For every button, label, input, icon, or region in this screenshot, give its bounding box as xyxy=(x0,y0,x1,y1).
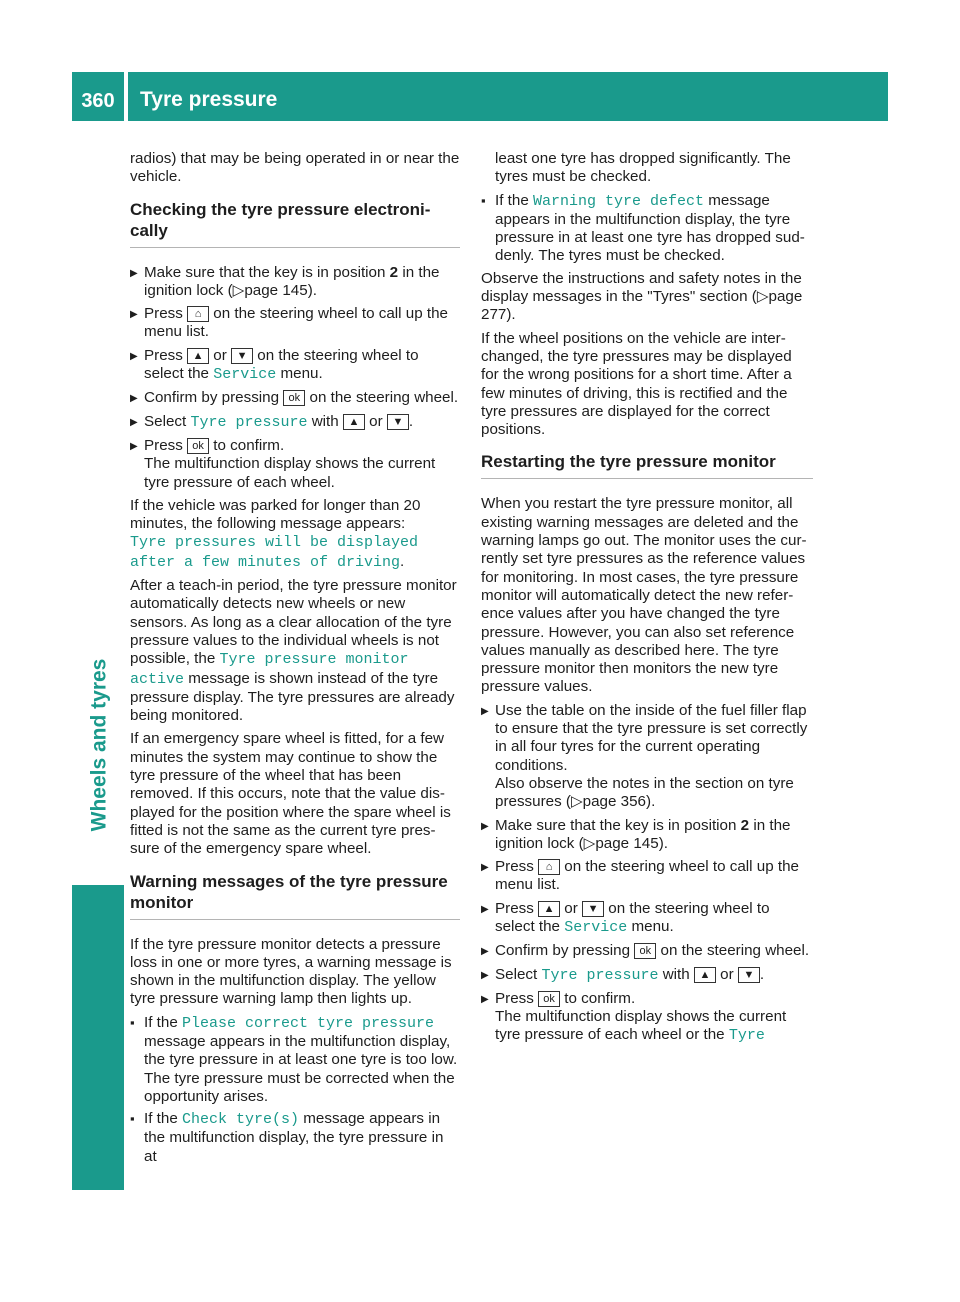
step-press-home-2: ▶ Press ⌂ on the steering wheel to call up the menu list. xyxy=(481,858,813,895)
ok-key-icon: ok xyxy=(187,438,209,454)
page-ref-arrow-icon: ▷ xyxy=(583,834,596,852)
page-ref-145[interactable]: page 145 xyxy=(595,834,659,852)
bullet-tyre-defect: ▪ If the Warning tyre defect message appears in the multifunction display, the tyre pressure in at least one tyre has dropped suddenly. The tyres must be checked. xyxy=(481,192,813,266)
page-ref-arrow-icon: ▷ xyxy=(570,793,583,811)
step-select-service-2: ▶ Press ▲ or ▼ on the steering wheel to select the Service menu. xyxy=(481,900,813,938)
display-message-tyre-pressure: Tyre pressure xyxy=(190,413,308,431)
ok-key-icon: ok xyxy=(283,390,305,406)
heading-warning-messages: Warning messages of the tyre pressure monitor xyxy=(130,871,460,920)
down-key-icon: ▼ xyxy=(387,414,409,430)
step-confirm-ok: ▶ Confirm by pressing ok on the steering wheel. xyxy=(130,389,460,407)
page-ref-arrow-icon: ▷ xyxy=(232,281,245,299)
step-select-service: ▶ Press ▲ or ▼ on the steering wheel to select the Service menu. xyxy=(130,347,460,385)
sidebar-section-text: Wheels and tyres xyxy=(87,658,111,832)
page-ref-356[interactable]: page 356 xyxy=(582,793,647,811)
page-number: 360 xyxy=(81,90,115,112)
header-divider xyxy=(124,72,128,121)
heading-restarting-monitor: Restarting the tyre pressure monitor xyxy=(481,451,813,479)
step-press-confirm: ▶ Press ok to confirm. The multifunction display shows the current tyre pressure of each wheel. xyxy=(130,437,460,492)
step-press-confirm-2: ▶ Press ok to confirm. The multifunction display shows the current tyre pressure of each wheel or the Tyre xyxy=(481,990,813,1046)
up-key-icon: ▲ xyxy=(343,414,365,430)
bullet-check-tyres: ▪ If the Check tyre(s) message appears in the multifunction display, the tyre pressure in at xyxy=(130,1110,460,1166)
warning-paragraph: If the tyre pressure monitor detects a pressure loss in one or more tyres, a warning message is shown in the multifunction display. The yellow tyre pressure warning lamp then lights up. xyxy=(130,935,452,1008)
display-message-tyre: Tyre xyxy=(728,1027,765,1045)
home-key-icon: ⌂ xyxy=(538,859,560,875)
step-select-tyre-pressure-2: ▶ Select Tyre pressure with ▲ or ▼ . xyxy=(481,966,813,985)
up-key-icon: ▲ xyxy=(187,348,209,364)
left-column xyxy=(130,150,460,1170)
sidebar-marker xyxy=(72,885,124,1190)
down-key-icon: ▼ xyxy=(231,348,253,364)
down-key-icon: ▼ xyxy=(738,967,760,983)
step-select-tyre-pressure: ▶ Select Tyre pressure with ▲ or ▼ . xyxy=(130,413,460,432)
display-message-service: Service xyxy=(213,366,277,384)
down-key-icon: ▼ xyxy=(582,901,604,917)
display-message-monitor-active: Tyre pressure monitor active xyxy=(130,651,409,688)
continued-paragraph: least one tyre has dropped significantly. The tyres must be checked. xyxy=(495,150,791,186)
display-message-pressures-displayed: Tyre pressures will be displayed after a few minutes of driving xyxy=(130,534,419,571)
page-ref-arrow-icon: ▷ xyxy=(756,288,769,306)
step-fuel-filler-table: ▶ Use the table on the inside of the fuel filler flap to ensure that the tyre pressure is set correctly in all four tyres for the current operating conditions. Also observe the notes in the section on tyre pressures (▷page 356). xyxy=(481,702,813,812)
display-message-correct-pressure: Please correct tyre pressure xyxy=(182,1014,435,1032)
teach-in-paragraph: After a teach-in period, the tyre pressure monitor automatically detects new wheels or new sensors. As long as a clear allocation of the tyre pressure values to the individual wheels is not possible, the Tyre pressure monitor active message is shown instead of the tyre pressure display. The tyre pressures are already being monitored. xyxy=(130,577,457,725)
step-key-position: ▶ Make sure that the key is in position 2 in the ignition lock (▷page 145). xyxy=(130,264,460,301)
display-message-check-tyres: Check tyre(s) xyxy=(182,1111,300,1129)
sidebar-section-label xyxy=(84,620,114,870)
spare-wheel-paragraph: If an emergency spare wheel is fitted, for a few minutes the system may continue to show the tyre pressure of the wheel that has been removed. If this occurs, note that the value displayed for the position where the spare wheel is fitted is not the same as the current tyre pressure of the emergency spare wheel. xyxy=(130,730,451,858)
step-press-home: ▶ Press ⌂ on the steering wheel to call up the menu list. xyxy=(130,305,460,342)
step-confirm-ok-2: ▶ Confirm by pressing ok on the steering wheel. xyxy=(481,942,813,960)
home-key-icon: ⌂ xyxy=(187,306,209,322)
up-key-icon: ▲ xyxy=(694,967,716,983)
page-title: Tyre pressure xyxy=(140,88,278,111)
heading-electronic-check: Checking the tyre pressure electronically xyxy=(130,199,460,248)
page-ref-277[interactable]: page 277 xyxy=(481,288,803,324)
positions-paragraph: If the wheel positions on the vehicle are interchanged, the tyre pressures may be displayed for the wrong positions for a short time. After a few minutes of driving, this is rectified and the tyre pressures are displayed for the correct positions. xyxy=(481,329,792,439)
display-message-service: Service xyxy=(564,918,628,936)
up-key-icon: ▲ xyxy=(538,901,560,917)
ok-key-icon: ok xyxy=(538,991,560,1007)
right-column xyxy=(481,150,813,1051)
restart-paragraph: When you restart the tyre pressure monitor, all existing warning messages are deleted and the warning lamps go out. The monitor uses the currently set tyre pressures as the reference values for monitoring. In most cases, the tyre pressure monitor will automatically detect the new reference values after you have changed the tyre pressure. However, you can also set reference values manually as described here. The tyre pressure monitor then monitors the new tyre pressure values. xyxy=(481,495,807,696)
ok-key-icon: ok xyxy=(634,943,656,959)
step-key-position-2: ▶ Make sure that the key is in position 2 in the ignition lock (▷page 145). xyxy=(481,817,813,854)
observe-paragraph: Observe the instructions and safety notes in the display messages in the "Tyres" section (▷page 277). xyxy=(481,269,803,324)
display-message-tyre-pressure: Tyre pressure xyxy=(541,966,659,984)
parked-paragraph: If the vehicle was parked for longer than 20 minutes, the following message appears: Tyre pressures will be displayed after a few minutes of driving. xyxy=(130,496,421,571)
intro-paragraph: radios) that may be being operated in or near the vehicle. xyxy=(130,150,460,186)
page-ref-145[interactable]: page 145 xyxy=(244,281,308,299)
display-message-tyre-defect: Warning tyre defect xyxy=(533,192,705,210)
bullet-correct-pressure: ▪ If the Please correct tyre pressure message appears in the multifunction display, the tyre pressure in at least one tyre is too low. The tyre pressure must be corrected when the opportunity arises. xyxy=(130,1014,460,1106)
